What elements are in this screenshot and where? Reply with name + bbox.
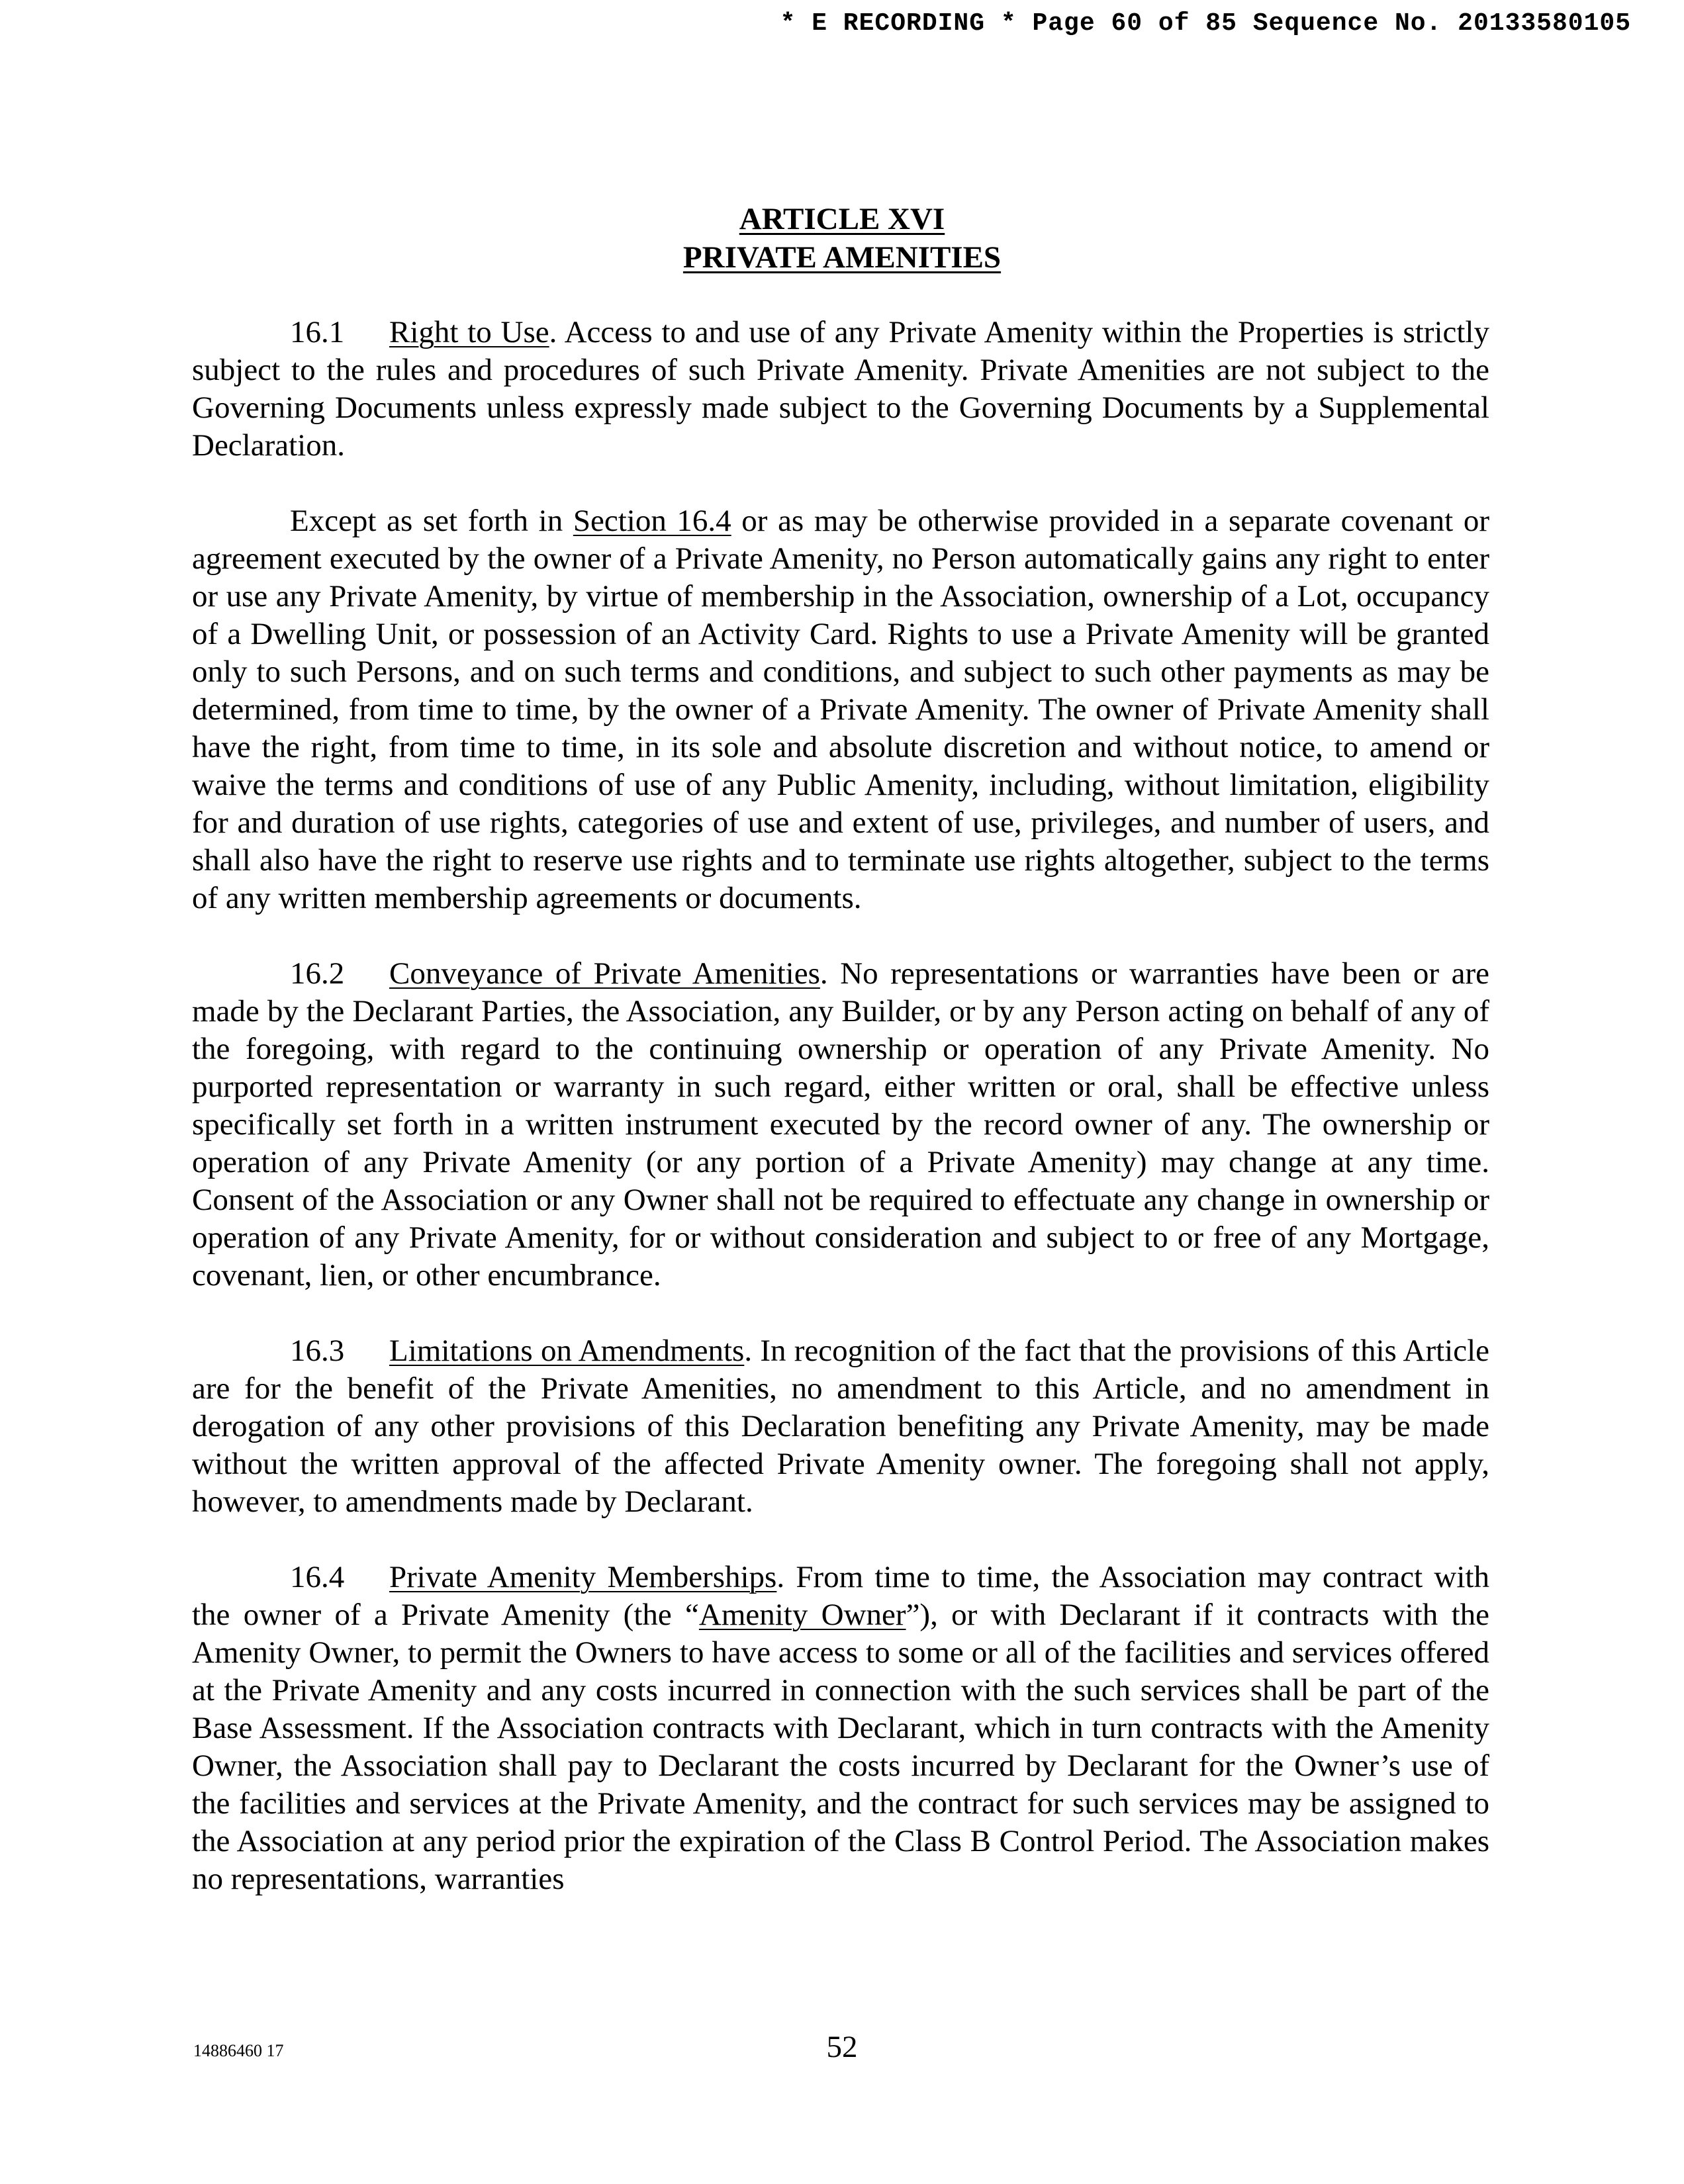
- section-text: Except as set forth in: [290, 504, 573, 538]
- section-16-1-continued: [192, 502, 1489, 917]
- section-reference: Section 16.4: [573, 504, 731, 538]
- section-number: 16.3: [290, 1334, 345, 1368]
- article-number: ARTICLE XVI: [739, 202, 945, 236]
- defined-term: Amenity Owner: [698, 1598, 906, 1632]
- section-text: ”), or with Declarant if it contracts with the Amenity Owner, to permit the Owners to have access to some or all of the facilities and services offered at the Private Amenity and any costs incurred in connection with the such services shall be part of the Base Assessment. If the Association contracts with Declarant, which in turn contracts with the Amenity Owner, the Association shall pay to Declarant the costs incurred by Declarant for the Owner’s use of the facilities and services at the Private Amenity, and the contract for such services may be assigned to the Association at any period prior the expiration of the Class B Control Period. The Association makes no representations, warranties: [192, 1598, 1489, 1896]
- section-heading: Private Amenity Memberships: [389, 1560, 777, 1594]
- page-number: 52: [826, 2030, 858, 2064]
- recording-stamp: * E RECORDING * Page 60 of 85 Sequence No. 20133580105: [780, 9, 1631, 38]
- section-16-4: [192, 1559, 1489, 1898]
- document-id: 14886460 17: [193, 2041, 284, 2060]
- section-text: . From time to time, the Association may contract with the owner of a Private Amenity (the “: [192, 1560, 1489, 1632]
- article-heading: [0, 200, 1684, 277]
- section-text: . Access to and use of any Private Amenity within the Properties is strictly subject to the rules and procedures of such Private Amenity. Private Amenities are not subject to the Governing Documents unless expressly made subject to the Governing Documents by a Supplemental Declaration.: [192, 315, 1489, 463]
- section-text: . In recognition of the fact that the provisions of this Article are for the benefit of the Private Amenities, no amendment to this Article, and no amendment in derogation of any other provisions of this Declaration benefiting any Private Amenity, may be made without the written approval of the affected Private Amenity owner. The foregoing shall not apply, however, to amendments made by Declarant.: [192, 1334, 1490, 1519]
- section-heading: Limitations on Amendments: [389, 1334, 745, 1368]
- section-number: 16.1: [290, 315, 345, 349]
- section-text: . No representations or warranties have been or are made by the Declarant Parties, the Association, any Builder, or by any Person acting on behalf of any of the foregoing, with regard to the continuing ownership or operation of any Private Amenity. No purported representation or warranty in such regard, either written or oral, shall be effective unless specifically set forth in a written instrument executed by the record owner of any. The ownership or operation of any Private Amenity (or any portion of a Private Amenity) may change at any time. Consent of the Association or any Owner shall not be required to effectuate any change in ownership or operation of any Private Amenity, for or without consideration and subject to or free of any Mortgage, covenant, lien, or other encumbrance.: [192, 956, 1490, 1293]
- section-16-2: [192, 955, 1489, 1295]
- section-text: or as may be otherwise provided in a separate covenant or agreement executed by the owner of a Private Amenity, no Person automatically gains any right to enter or use any Private Amenity, by virtue of membership in the Association, ownership of a Lot, occupancy of a Dwelling Unit, or possession of an Activity Card. Rights to use a Private Amenity will be granted only to such Persons, and on such terms and conditions, and subject to such other payments as may be determined, from time to time, by the owner of a Private Amenity. The owner of Private Amenity shall have the right, from time to time, in its sole and absolute discretion and without notice, to amend or waive the terms and conditions of use of any Public Amenity, including, without limitation, eligibility for and duration of use rights, categories of use and extent of use, privileges, and number of users, and shall also have the right to reserve use rights and to terminate use rights altogether, subject to the terms of any written membership agreements or documents.: [192, 504, 1489, 915]
- section-number: 16.4: [290, 1560, 345, 1594]
- section-number: 16.2: [290, 956, 345, 991]
- section-heading: Conveyance of Private Amenities: [389, 956, 820, 991]
- section-16-1: [192, 314, 1489, 465]
- section-16-3: [192, 1332, 1489, 1521]
- document-body: [192, 314, 1489, 1936]
- section-heading: Right to Use: [389, 315, 549, 349]
- article-title: PRIVATE AMENITIES: [682, 240, 1002, 275]
